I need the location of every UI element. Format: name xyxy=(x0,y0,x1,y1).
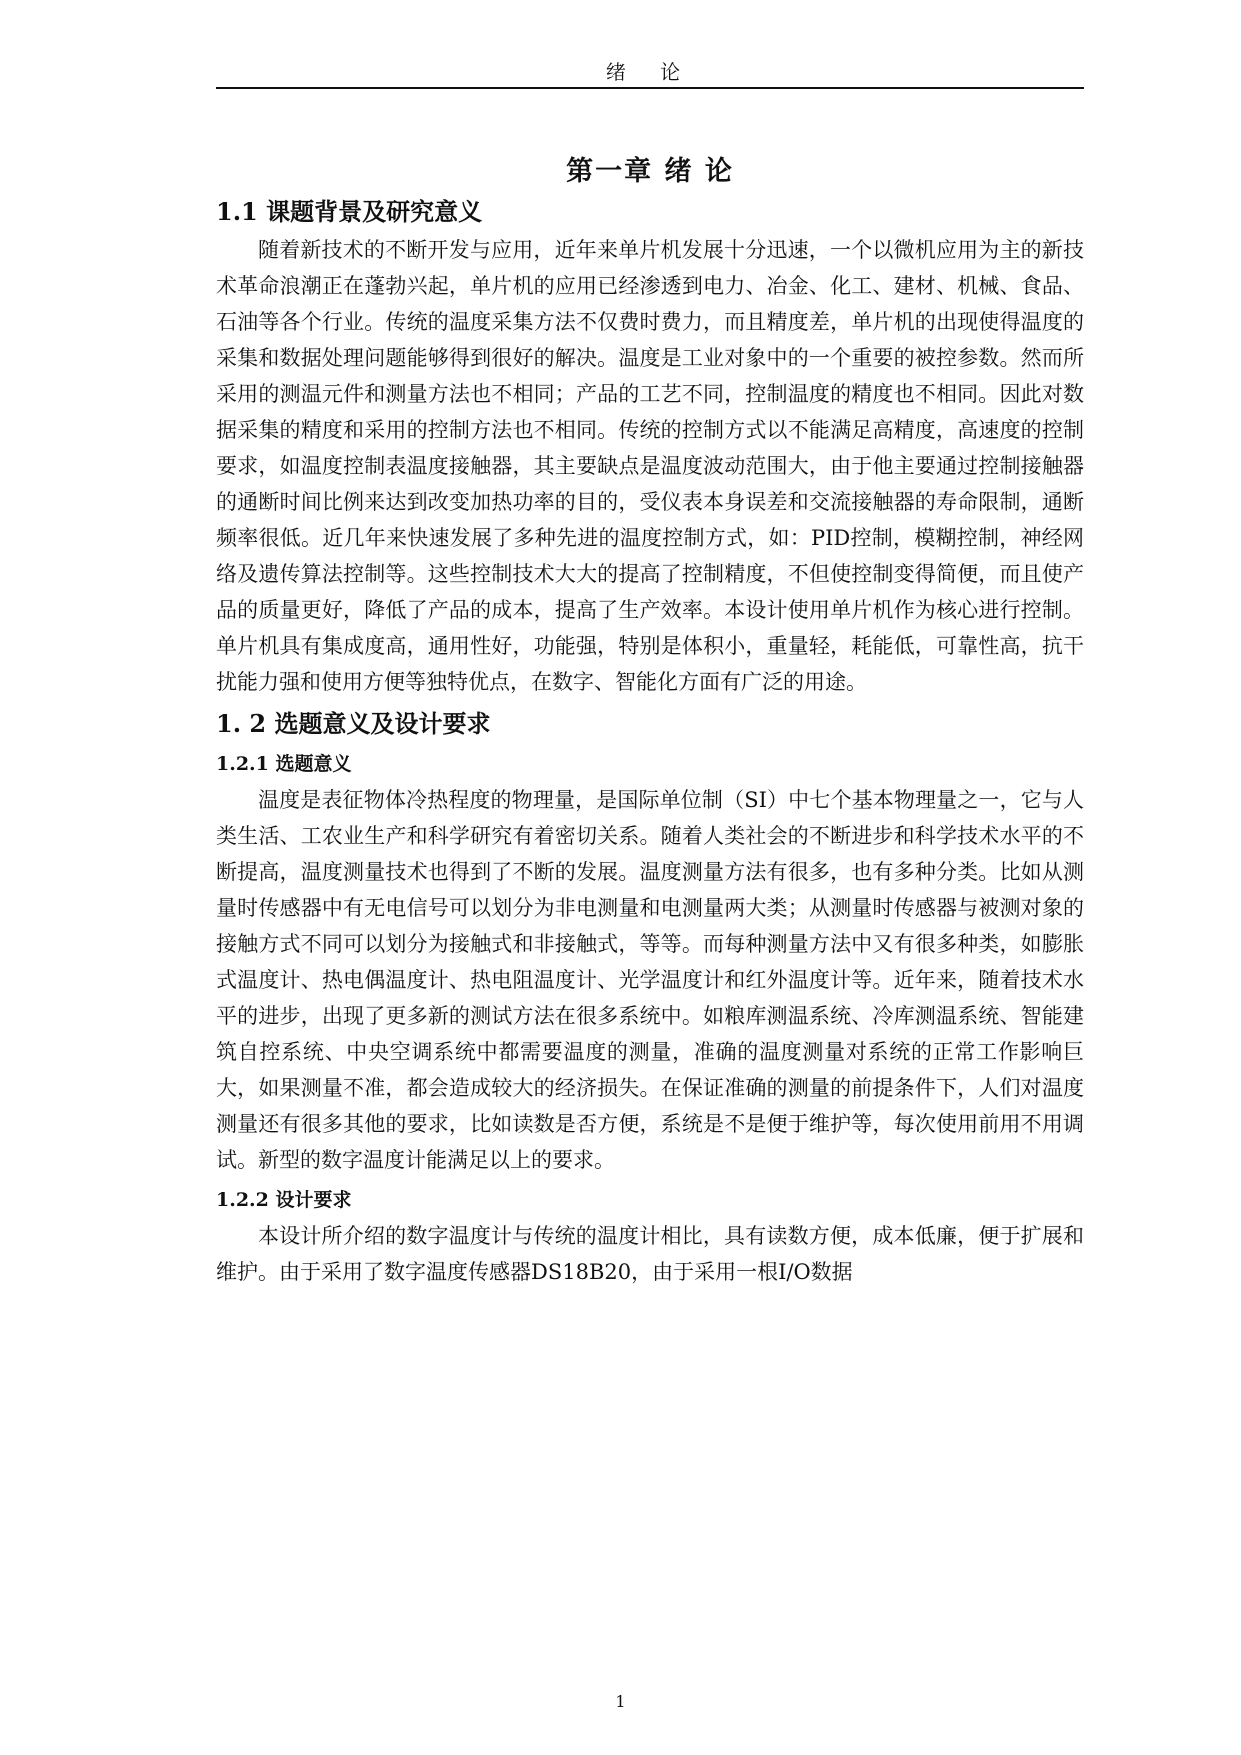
subsection-heading-1-2-1: 1.2.1 选题意义 xyxy=(216,753,352,775)
section-heading-1-1: 1.1 课题背景及研究意义 xyxy=(216,197,483,226)
subsection-heading-1-2-2: 1.2.2 设计要求 xyxy=(216,1189,352,1211)
header-rule xyxy=(216,87,1084,89)
paragraph-1-1: 随着新技术的不断开发与应用，近年来单片机发展十分迅速，一个以微机应用为主的新技术革命浪潮正在蓬勃兴起，单片机的应用已经渗透到电力、冶金、化工、建材、机械、食品、石油等各个行业。传统的温度采集方法不仅费时费力，而且精度差，单片机的出现使得温度的采集和数据处理问题能够得到很好的解决。温度是工业对象中的一个重要的被控参数。然而所采用的测温元件和测量方法也不相同；产品的工艺不同，控制温度的精度也不相同。因此对数据采集的精度和采用的控制方法也不相同。传统的控制方式以不能满足高精度，高速度的控制要求，如温度控制表温度接触器，其主要缺点是温度波动范围大，由于他主要通过控制接触器的通断时间比例来达到改变加热功率的目的，受仪表本身误差和交流接触器的寿命限制，通断频率很低。近几年来快速发展了多种先进的温度控制方式，如：PID控制，模糊控制，神经网络及遗传算法控制等。这些控制技术大大的提高了控制精度，不但使控制变得简便，而且使产品的质量更好，降低了产品的成本，提高了生产效率。本设计使用单片机作为核心进行控制。单片机具有集成度高，通用性好，功能强，特别是体积小，重量轻，耗能低，可靠性高，抗干扰能力强和使用方便等独特优点，在数字、智能化方面有广泛的用途。 xyxy=(216,238,1084,694)
page-content xyxy=(216,152,1084,1294)
section-heading-1-2: 1. 2 选题意义及设计要求 xyxy=(216,709,491,738)
paragraph-1-2-2: 本设计所介绍的数字温度计与传统的温度计相比，具有读数方便，成本低廉，便于扩展和维护。由于采用了数字温度传感器DS18B20，由于采用一根I/O数据 xyxy=(216,1224,1084,1284)
chapter-title: 第一章 绪 论 xyxy=(566,156,734,187)
paragraph-1-2-1: 温度是表征物体冷热程度的物理量，是国际单位制（SI）中七个基本物理量之一，它与人类生活、工农业生产和科学研究有着密切关系。随着人类社会的不断进步和科学技术水平的不断提高，温度测量技术也得到了不断的发展。温度测量方法有很多，也有多种分类。比如从测量时传感器中有无电信号可以划分为非电测量和电测量两大类；从测量时传感器与被测对象的接触方式不同可以划分为接触式和非接触式，等等。而每种测量方法中又有很多种类，如膨胀式温度计、热电偶温度计、热电阻温度计、光学温度计和红外温度计等。近年来，随着技术水平的进步，出现了更多新的测试方法在很多系统中。如粮库测温系统、冷库测温系统、智能建筑自控系统、中央空调系统中都需要温度的测量，准确的温度测量对系统的正常工作影响巨大，如果测量不准，都会造成较大的经济损失。在保证准确的测量的前提条件下，人们对温度测量还有很多其他的要求，比如读数是否方便，系统是不是便于维护等，每次使用前用不用调试。新型的数字温度计能满足以上的要求。 xyxy=(216,788,1084,1172)
page-number: 1 xyxy=(615,1692,626,1711)
running-header: 绪 论 xyxy=(605,60,695,84)
